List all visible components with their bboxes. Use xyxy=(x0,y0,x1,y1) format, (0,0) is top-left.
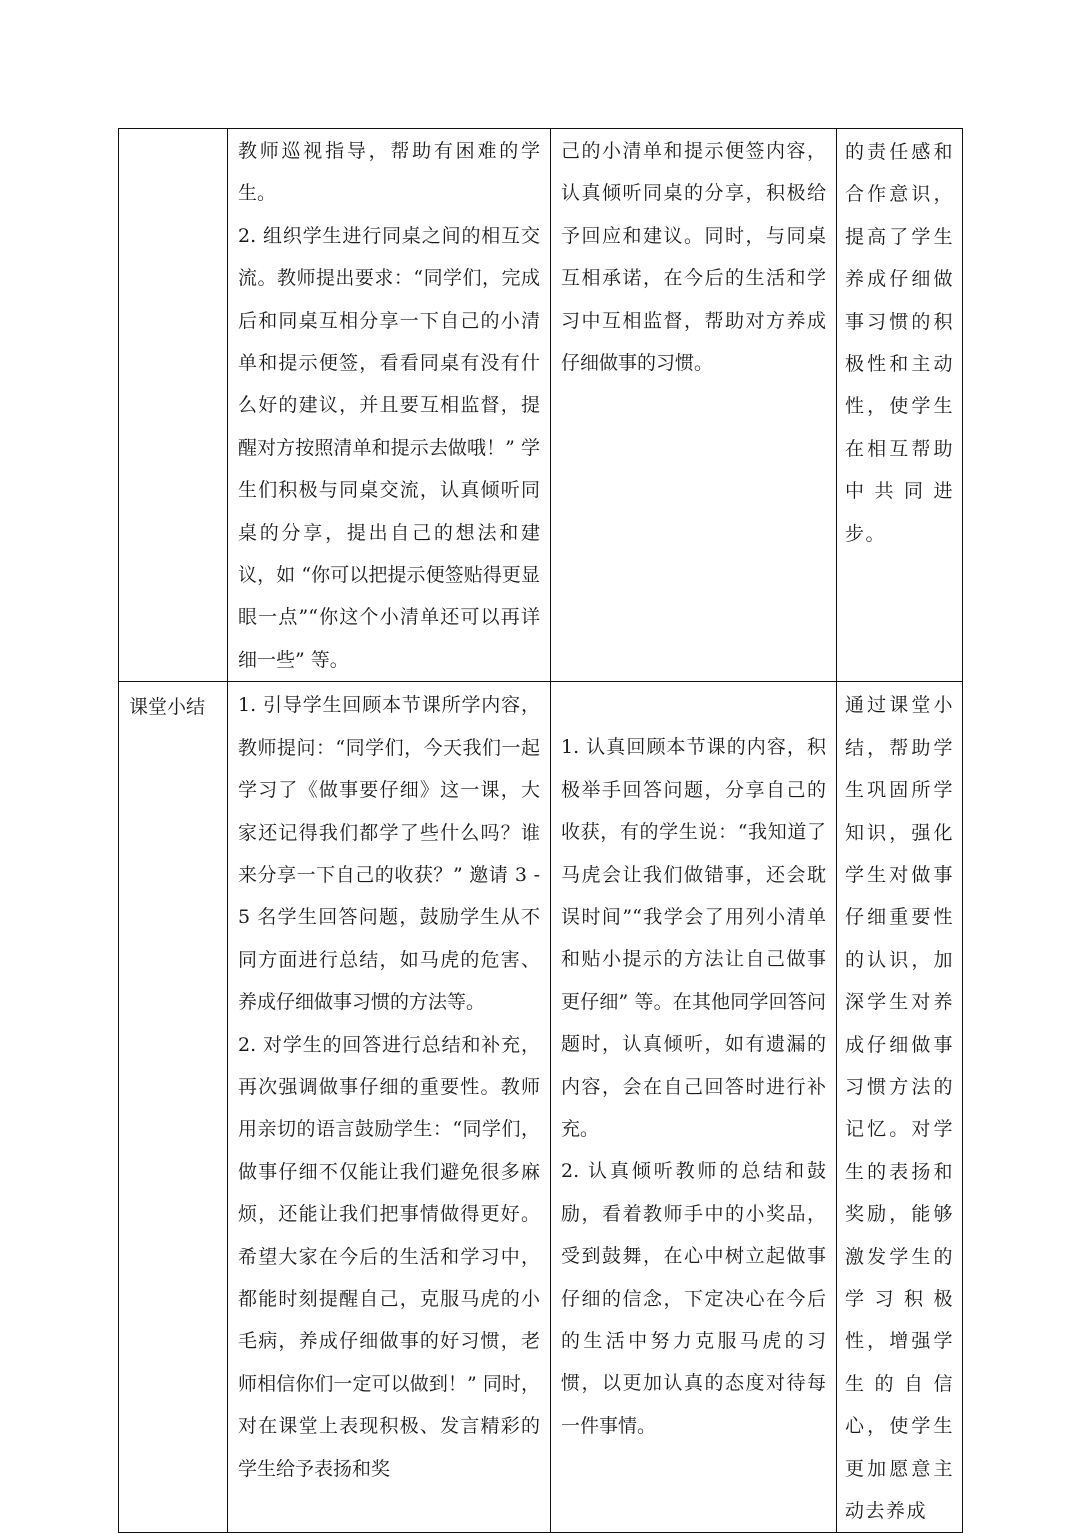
design-purpose-text: 的责任感和合作意识，提高了学生养成仔细做事习惯的积极性和主动性，使学生在相互帮助中共同进步。 xyxy=(845,141,954,545)
table-row xyxy=(119,129,963,682)
stage-cell xyxy=(119,129,228,682)
student-activity-paragraph: 1. 认真回顾本节课的内容，积极举手回答问题，分享自己的收获，有的学生说：“我知道了马虎会让我们做错事，还会耽误时间”“我学会了用列小清单和贴小提示的方法让自己做事更仔细” 等。在其他同学回答问题时，认真倾听，如有遗漏的内容，会在自己回答时进行补充。 xyxy=(561,736,826,1140)
design-purpose-cell xyxy=(837,129,963,682)
student-activity-cell xyxy=(551,129,837,682)
teacher-activity-paragraph: 1. 引导学生回顾本节课所学内容，教师提问：“同学们，今天我们一起学习了《做事要仔细》这一课，大家还记得我们都学了些什么吗？谁来分享一下自己的收获？” 邀请 3 - 5 名学生回答问题，鼓励学生从不同方面进行总结，如马虎的危害、养成仔细做事习惯的方法等。 xyxy=(238,694,540,1014)
student-activity-paragraph: 2. 认真倾听教师的总结和鼓励，看着教师手中的小奖品，受到鼓舞，在心中树立起做事仔细的信念，下定决心在今后的生活中努力克服马虎的习惯，以更加认真的态度对待每一件事情。 xyxy=(561,1160,826,1437)
student-activity-paragraph: 己的小清单和提示便签内容，认真倾听同桌的分享，积极给予回应和建议。同时，与同桌互相承诺，在今后的生活和学习中互相监督，帮助对方养成仔细做事的习惯。 xyxy=(561,140,826,375)
teacher-activity-paragraph: 2. 对学生的回答进行总结和补充，再次强调做事仔细的重要性。教师用亲切的语言鼓励学生：“同学们，做事仔细不仅能让我们避免很多麻烦，还能让我们把事情做得更好。希望大家在今后的生活和学习中，都能时刻提醒自己，克服马虎的小毛病，养成仔细做事的好习惯，老师相信你们一定可以做到！” 同时，对在课堂上表现积极、发言精彩的学生给予表扬和奖 xyxy=(238,1033,540,1480)
teacher-activity-cell xyxy=(228,682,551,1533)
teacher-activity-paragraph: 教师巡视指导，帮助有困难的学生。 xyxy=(238,140,540,205)
design-purpose-cell xyxy=(837,682,963,1533)
teacher-activity-cell xyxy=(228,129,551,682)
table-row xyxy=(119,682,963,1533)
lesson-plan-table xyxy=(118,128,963,1533)
student-activity-cell xyxy=(551,682,837,1533)
stage-cell: 课堂小结 xyxy=(119,682,228,1533)
design-purpose-text: 通过课堂小结，帮助学生巩固所学知识，强化学生对做事仔细重要性的认识，加深学生对养成仔细做事习惯方法的记忆。对学生的表扬和奖励，能够激发学生的学习积极性，增强学生的自信心，使学生更加愿意主动去养成 xyxy=(845,694,954,1522)
teacher-activity-paragraph: 2. 组织学生进行同桌之间的相互交流。教师提出要求：“同学们，完成后和同桌互相分享一下自己的小清单和提示便签，看看同桌有没有什么好的建议，并且要互相监督，提醒对方按照清单和提示去做哦！” 学生们积极与同桌交流，认真倾听同桌的分享，提出自己的想法和建议，如 “你可以把提示便签贴得更显眼一点”“你这个小清单还可以再详细一些” 等。 xyxy=(238,224,540,671)
